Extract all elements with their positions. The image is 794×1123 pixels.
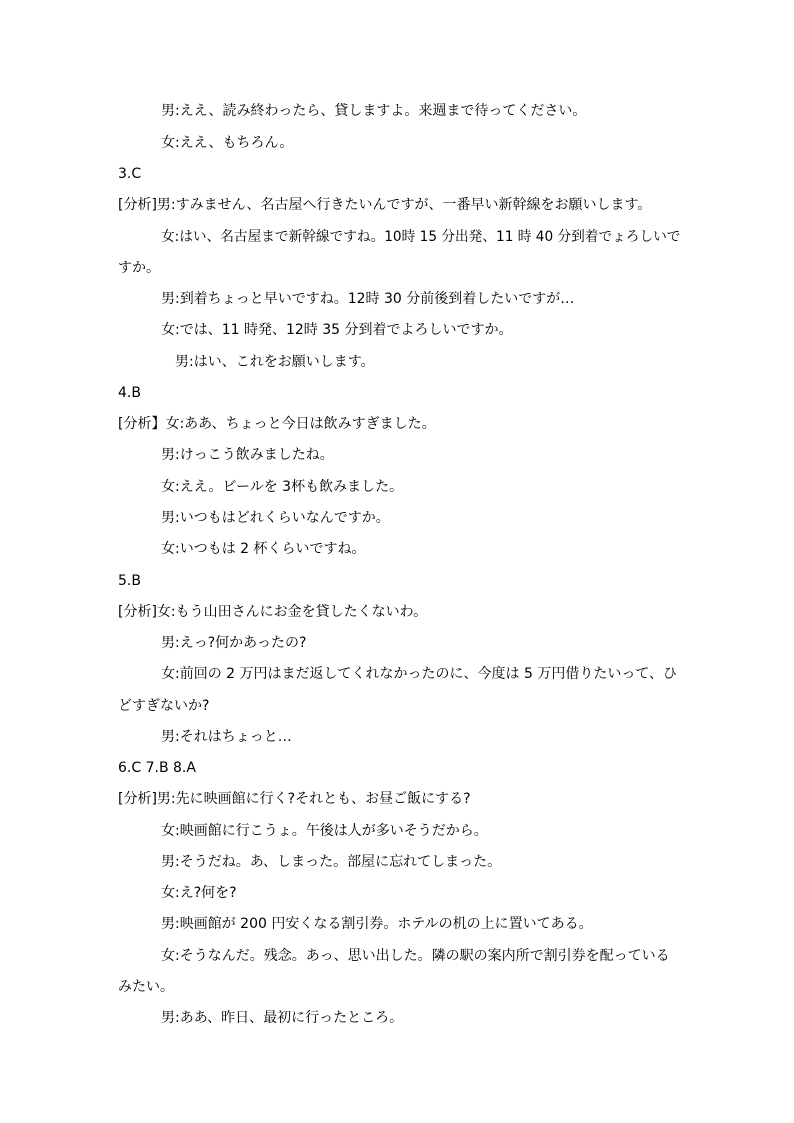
dialogue-line: 女:え?何を? bbox=[161, 885, 237, 901]
dialogue-line: 男:ええ、読み終わったら、貸しますよ。来週まで待ってください。 bbox=[161, 103, 587, 119]
dialogue-line: 男:はい、これをお願いします。 bbox=[175, 354, 375, 370]
answer-number: 6.C 7.B 8.A bbox=[118, 760, 196, 776]
dialogue-line: 女:ええ。ビールを 3杯も飲みました。 bbox=[161, 479, 404, 495]
dialogue-line: 女:そうなんだ。残念。あっ、思い出した。隣の駅の案内所で割引券を配っている bbox=[161, 948, 670, 964]
dialogue-continuation: すか。 bbox=[118, 260, 160, 276]
dialogue-line: 女:前回の 2 万円はまだ返してくれなかったのに、今度は 5 万円借りたいって、ひ bbox=[161, 666, 678, 682]
dialogue-line: 女:はい、名古屋まで新幹線ですね。10時 15 分出発、11 時 40 分到着でょろしいで bbox=[161, 229, 681, 245]
answer-number: 5.B bbox=[118, 573, 141, 589]
answer-number: 4.B bbox=[118, 385, 141, 401]
dialogue-line: 男:けっこう飲みましたね。 bbox=[161, 447, 334, 463]
dialogue-line: 女:では、11 時発、12時 35 分到着でよろしいですか。 bbox=[161, 322, 513, 338]
dialogue-line: 男:到着ちょっと早いですね。12時 30 分前後到着したいですが… bbox=[161, 291, 575, 307]
dialogue-continuation: どすぎないか? bbox=[118, 698, 210, 714]
dialogue-line: 男:いつもはどれくらいなんですか。 bbox=[161, 510, 390, 526]
dialogue-line: 男:それはちょっと… bbox=[161, 729, 292, 745]
dialogue-line: 男:そうだね。あ、しまった。部屋に忘れてしまった。 bbox=[161, 854, 502, 870]
dialogue-line: 男:映画館が 200 円安くなる割引券。ホテルの机の上に置いてある。 bbox=[161, 916, 593, 932]
dialogue-continuation: みたい。 bbox=[118, 979, 174, 995]
analysis-line: [分析】女:ああ、ちょっと今日は飲みすぎました。 bbox=[118, 416, 436, 432]
dialogue-line: 女:いつもは 2 杯くらいですね。 bbox=[161, 541, 366, 557]
dialogue-line: 女:ええ、もちろん。 bbox=[161, 135, 294, 151]
dialogue-line: 男:ああ、昨日、最初に行ったところ。 bbox=[161, 1010, 404, 1026]
analysis-line: [分析]男:すみません、名古屋へ行きたいんですが、一番早い新幹線をお願いします。 bbox=[118, 197, 652, 213]
answer-number: 3.C bbox=[118, 166, 142, 182]
dialogue-line: 女:映画館に行こうょ。午後は人が多いそうだから。 bbox=[161, 823, 488, 839]
analysis-line: [分析]男:先に映画館に行く?それとも、お昼ご飯にする? bbox=[118, 791, 471, 807]
dialogue-line: 男:えっ?何かあったの? bbox=[161, 635, 307, 651]
analysis-line: [分析]女:もう山田さんにお金を貸したくないわ。 bbox=[118, 604, 428, 620]
